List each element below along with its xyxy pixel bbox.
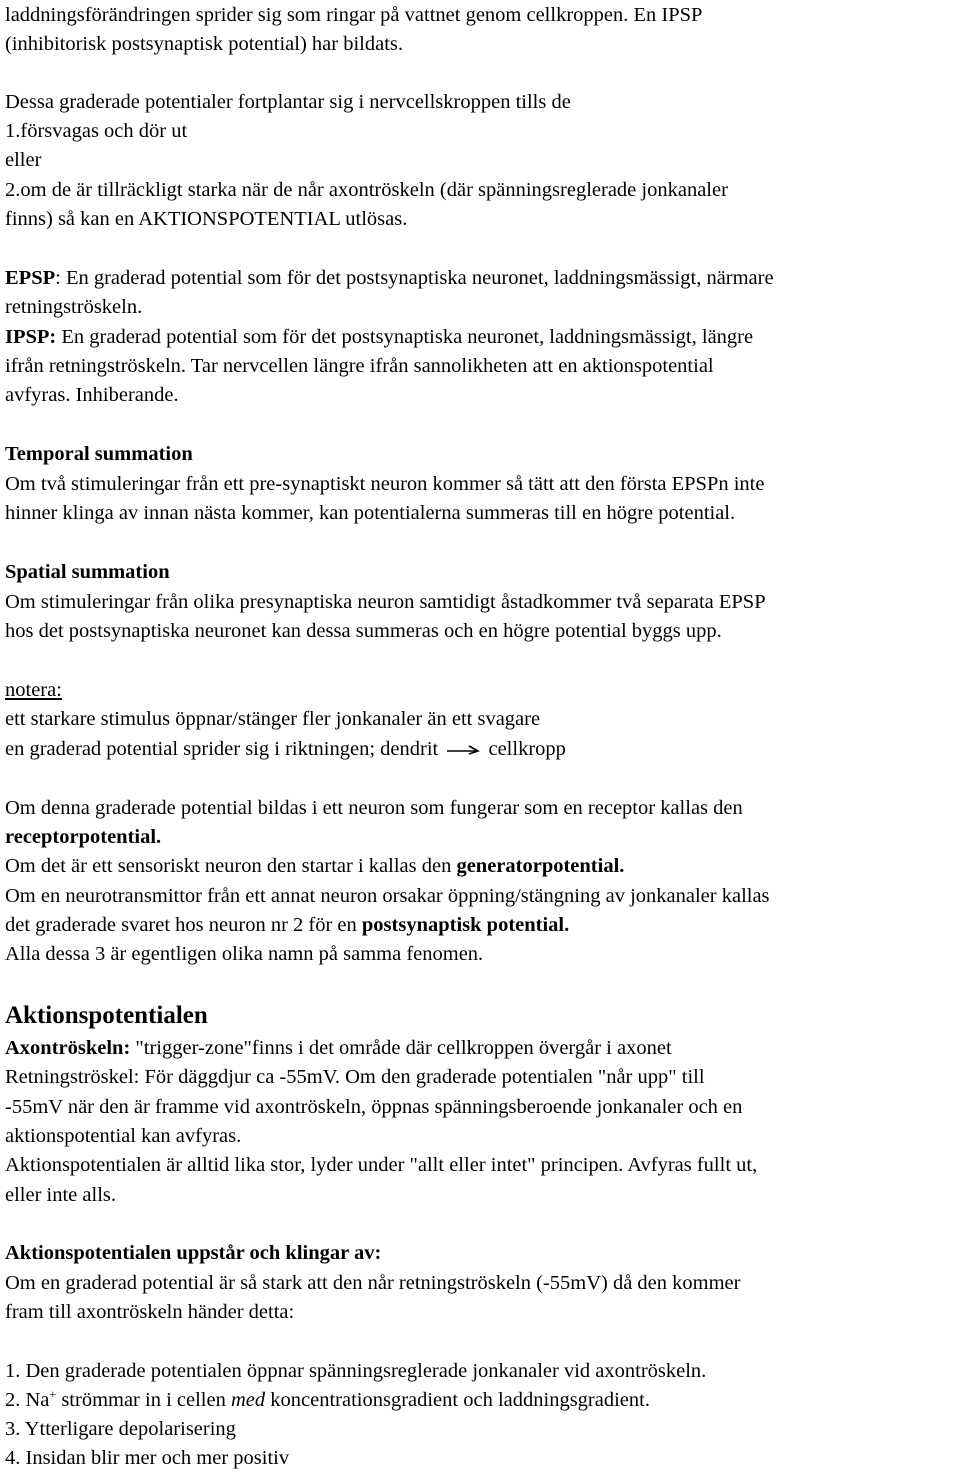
text-line: Alla dessa 3 är egentligen olika namn på samma fenomen. (5, 943, 484, 965)
text-line: -55mV när den är framme vid axontröskeln, öppnas spänningsberoende jonkanaler och en (5, 1096, 743, 1118)
text-line: Retningströskel: För däggdjur ca -55mV. Om den graderade potentialen "når upp" till (5, 1066, 705, 1088)
heading-temporal-summation: Temporal summation (5, 443, 193, 465)
ipsp-term: IPSP: (5, 326, 57, 348)
emphasis-med: med (230, 1389, 266, 1411)
text-line: ifrån retningströskeln. Tar nervcellen längre ifrån sannolikheten att en aktionspotential (5, 355, 714, 377)
postsynaptic-line (5, 911, 569, 940)
epsp-text: : En graderad potential som för det postsynaptiska neuronet, laddningsmässigt, närmare (55, 267, 774, 289)
generator-text: Om det är ett sensoriskt neuron den startar i kallas den (5, 855, 457, 877)
term-generatorpotential: generatorpotential. (456, 855, 625, 877)
text-line: hos det postsynaptiska neuronet kan dessa summeras och en högre potential byggs upp. (5, 620, 722, 642)
axontroskeln-text: "trigger-zone"finns i det område där cellkroppen övergår i axonet (130, 1037, 672, 1059)
text-line: Om stimuleringar från olika presynaptiska neuron samtidigt åstadkommer två separata EPSP (5, 591, 766, 613)
direction-text: en graderad potential sprider sig i riktningen; dendrit (5, 738, 439, 760)
list-item-text: 2. Na (5, 1389, 50, 1411)
term-postsynaptisk-potential: postsynaptisk potential. (361, 914, 570, 936)
heading-aktionspotentialen: Aktionspotentialen (5, 1002, 208, 1029)
axontroskeln-line (5, 1034, 672, 1063)
text-line: ett starkare stimulus öppnar/stänger fler jonkanaler än ett svagare (5, 708, 541, 730)
generator-line (5, 852, 624, 881)
text-line: hinner klinga av innan nästa kommer, kan potentialerna summeras till en högre potential. (5, 502, 736, 524)
list-item: 1. Den graderade potentialen öppnar spänningsreglerade jonkanaler vid axontröskeln. (5, 1360, 707, 1382)
list-item-text: strömmar in i cellen (56, 1389, 231, 1411)
text-line: retningströskeln. (5, 296, 143, 318)
right-arrow-icon (445, 743, 481, 757)
term-axontroskeln: Axontröskeln: (5, 1037, 131, 1059)
text-line: (inhibitorisk postsynaptisk potential) har bildats. (5, 33, 403, 55)
text-line: 1.försvagas och dör ut (5, 120, 188, 142)
postsynaptic-text: det graderade svaret hos neuron nr 2 för en (5, 914, 362, 936)
epsp-term: EPSP (5, 267, 56, 289)
text-line: Aktionspotentialen är alltid lika stor, lyder under "allt eller intet" principen. Avfyras fullt ut, (5, 1154, 758, 1176)
heading-uppstar: Aktionspotentialen uppstår och klingar av: (5, 1242, 382, 1264)
list-item-text: koncentrationsgradient och laddningsgradient. (265, 1389, 650, 1411)
text-line: fram till axontröskeln händer detta: (5, 1301, 295, 1323)
heading-spatial-summation: Spatial summation (5, 561, 170, 583)
text-line: Om två stimuleringar från ett pre-synaptiskt neuron kommer så tätt att den första EPSPn inte (5, 473, 765, 495)
text-line: Om denna graderade potential bildas i ett neuron som fungerar som en receptor kallas den (5, 797, 743, 819)
superscript-plus: + (49, 1387, 57, 1402)
list-item: 4. Insidan blir mer och mer positiv (5, 1447, 290, 1469)
text-line: 2.om de är tillräckligt starka när de når axontröskeln (där spänningsreglerade jonkanaler (5, 179, 728, 201)
text-line: laddningsförändringen sprider sig som ringar på vattnet genom cellkroppen. En IPSP (5, 4, 703, 26)
direction-line (5, 735, 566, 764)
text-line: Dessa graderade potentialer fortplantar sig i nervcellskroppen tills de (5, 91, 571, 113)
text-line: avfyras. Inhiberande. (5, 384, 179, 406)
term-receptorpotential: receptorpotential. (5, 826, 162, 848)
text-line: eller (5, 149, 42, 171)
text-line: Om en graderad potential är så stark att den når retningströskeln (-55mV) då den kommer (5, 1272, 741, 1294)
ipsp-text: En graderad potential som för det postsynaptiska neuronet, laddningsmässigt, längre (56, 326, 754, 348)
list-item: 3. Ytterligare depolarisering (5, 1418, 236, 1440)
note-label: notera: (5, 679, 62, 701)
ipsp-definition (5, 323, 753, 352)
text-line: Om en neurotransmittor från ett annat neuron orsakar öppning/stängning av jonkanaler kallas (5, 885, 770, 907)
direction-target: cellkropp (488, 738, 566, 760)
list-item (5, 1386, 650, 1415)
text-line: eller inte alls. (5, 1184, 116, 1206)
text-line: finns) så kan en AKTIONSPOTENTIAL utlösas. (5, 208, 408, 230)
epsp-definition (5, 264, 774, 293)
text-line: aktionspotential kan avfyras. (5, 1125, 242, 1147)
